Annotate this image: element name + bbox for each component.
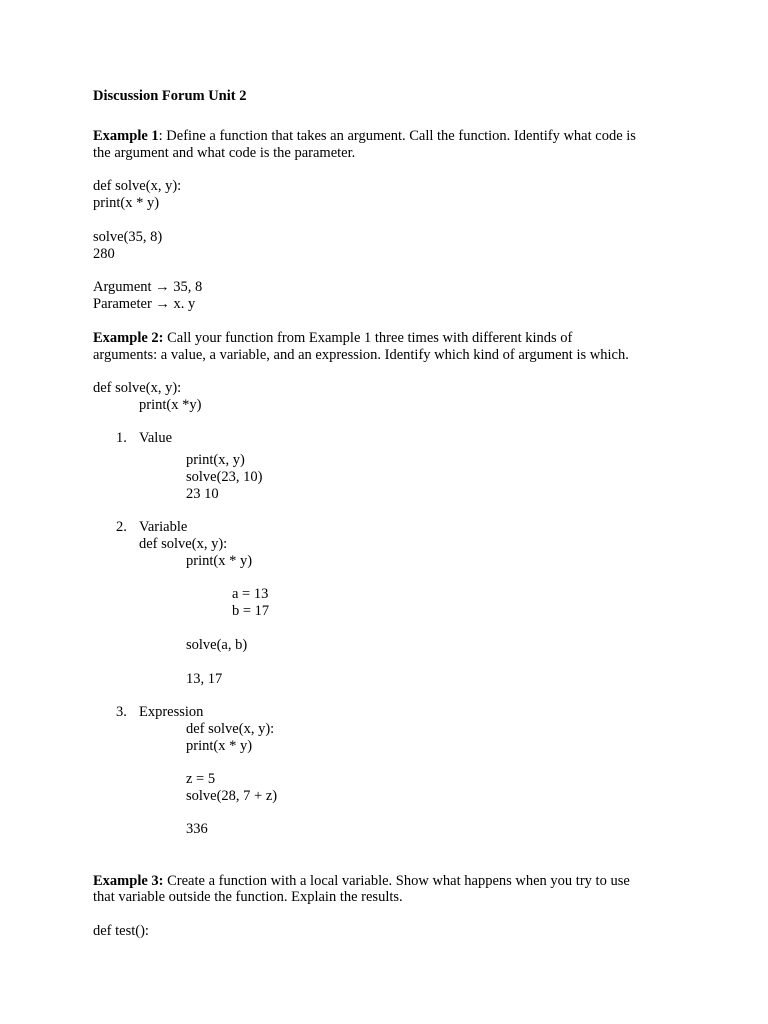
- example3-prompt-line1: [93, 873, 630, 890]
- list-item-label: Variable: [139, 519, 188, 535]
- code-line: b = 17: [232, 603, 270, 619]
- list-item-label: Expression: [139, 704, 204, 720]
- code-line: print(x *y): [139, 397, 202, 413]
- code-line: print(x * y): [186, 738, 253, 754]
- example2-text: Call your function from Example 1 three times with different kinds of: [163, 330, 573, 346]
- example3-label: Example 3:: [93, 873, 164, 889]
- code-line: print(x * y): [186, 553, 253, 569]
- code-line: a = 13: [232, 586, 269, 602]
- parameter-line: Parameter → x. y: [93, 296, 196, 312]
- list-item-number: 2.: [116, 519, 127, 535]
- example2-label: Example 2:: [93, 330, 164, 346]
- code-line: def solve(x, y):: [93, 178, 182, 194]
- code-line: z = 5: [186, 771, 216, 787]
- document-title: Discussion Forum Unit 2: [93, 88, 247, 104]
- example1-prompt-line2: the argument and what code is the parameter.: [93, 145, 356, 161]
- code-line: print(x * y): [93, 195, 160, 211]
- code-line: solve(28, 7 + z): [186, 788, 278, 804]
- code-line: solve(a, b): [186, 637, 248, 653]
- example1-label: Example 1: [93, 128, 159, 144]
- example3-text: Create a function with a local variable. Show what happens when you try to use: [163, 873, 630, 889]
- list-item-number: 1.: [116, 430, 127, 446]
- example3-prompt-line2: that variable outside the function. Explain the results.: [93, 889, 403, 905]
- code-line: solve(35, 8): [93, 229, 163, 245]
- list-item-label: Value: [139, 430, 173, 446]
- code-line: def solve(x, y):: [93, 380, 182, 396]
- example1-text: : Define a function that takes an argument. Call the function. Identify what code is: [158, 128, 636, 144]
- code-line: solve(23, 10): [186, 469, 263, 485]
- code-line: print(x, y): [186, 452, 245, 468]
- code-output: 13, 17: [186, 671, 223, 687]
- example1-prompt-line1: [93, 128, 636, 145]
- example2-prompt-line1: [93, 330, 572, 347]
- code-output: 336: [186, 821, 208, 837]
- list-item-number: 3.: [116, 704, 127, 720]
- code-output: 23 10: [186, 486, 219, 502]
- code-line: def test():: [93, 923, 149, 939]
- code-output: 280: [93, 246, 115, 262]
- code-line: def solve(x, y):: [186, 721, 275, 737]
- argument-line: Argument → 35, 8: [93, 279, 203, 295]
- example2-prompt-line2: arguments: a value, a variable, and an expression. Identify which kind of argument is which.: [93, 347, 629, 363]
- code-line: def solve(x, y):: [139, 536, 228, 552]
